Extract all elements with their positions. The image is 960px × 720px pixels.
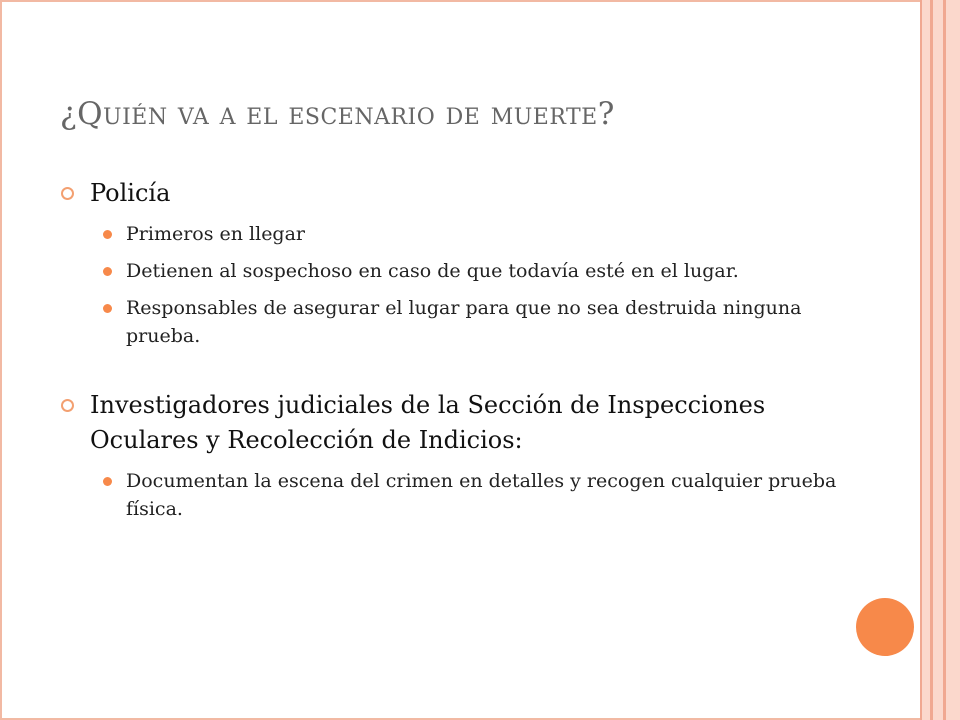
bullet-level1 [60, 388, 840, 458]
section-police [60, 176, 840, 350]
bullet-level2 [60, 467, 840, 523]
dot-bullet-icon [103, 304, 112, 313]
decorative-circle [856, 598, 914, 656]
bullet-level2 [60, 294, 840, 350]
dot-bullet-icon [103, 477, 112, 486]
decorative-stripe [946, 0, 960, 720]
dot-bullet-icon [103, 267, 112, 276]
sub-bullet-list [60, 467, 840, 523]
bullet-text: Responsables de asegurar el lugar para que no sea destruida ninguna prueba. [126, 297, 802, 347]
bullet-level2 [60, 257, 840, 285]
bullet-level2 [60, 220, 840, 248]
section-investigators [60, 388, 840, 523]
bullet-text: Primeros en llegar [126, 223, 306, 245]
bullet-text: Documentan la escena del crimen en detalles y recogen cualquier prueba física. [126, 470, 837, 520]
bullet-text: Detienen al sospechoso en caso de que todavía esté en el lugar. [126, 260, 739, 282]
dot-bullet-icon [103, 230, 112, 239]
sub-bullet-list [60, 220, 840, 350]
decorative-stripe [922, 0, 930, 720]
section-heading: Investigadores judiciales de la Sección de Inspecciones Oculares y Recolección de Indicios: [90, 391, 766, 454]
ring-bullet-icon [61, 187, 74, 200]
slide-content [60, 176, 840, 532]
slide-title: ¿Quién va a el escenario de muerte? [60, 96, 615, 132]
section-heading: Policía [90, 179, 171, 207]
ring-bullet-icon [61, 399, 74, 412]
bullet-level1 [60, 176, 840, 211]
decorative-stripe [933, 0, 943, 720]
